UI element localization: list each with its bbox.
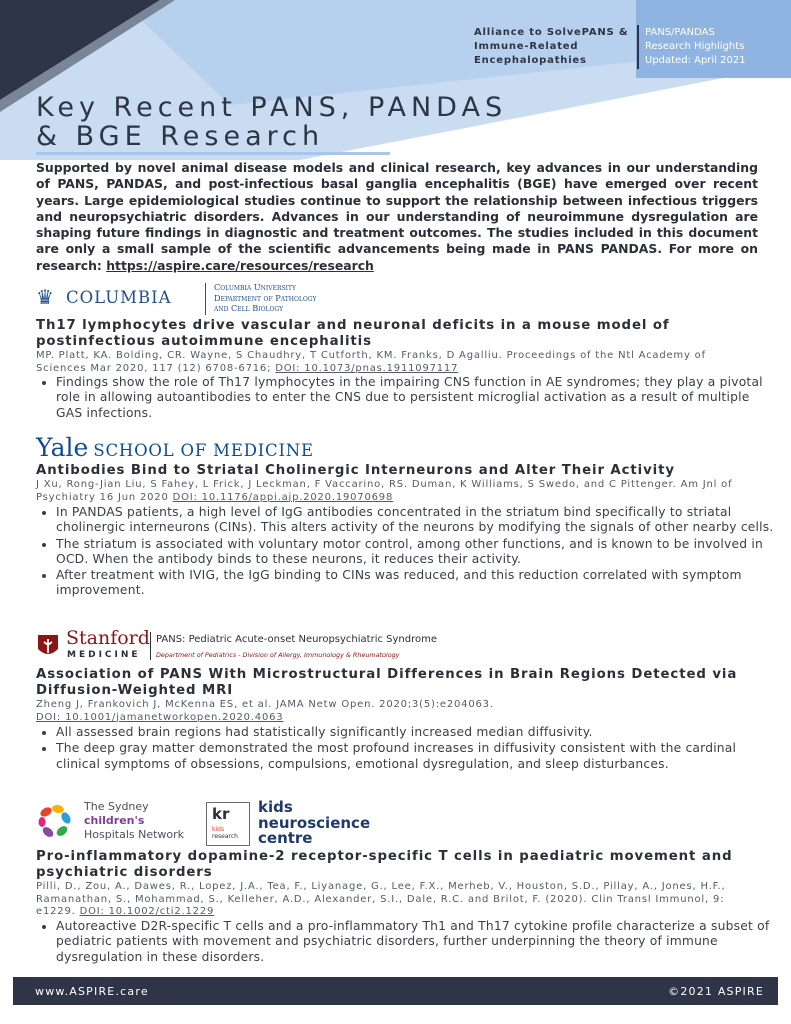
dept-line: Columbia University (214, 282, 296, 292)
logo-line: neuroscience (258, 813, 371, 832)
logo-line: children's (84, 814, 145, 827)
sydney-childrens-logo (36, 800, 196, 846)
title-line: & BGE Research (36, 121, 325, 152)
citation-text: MP. Platt, KA. Bolding, CR. Wayne, S Chaudhry, T Cutforth, KM. Franks, D Agalliu. Proceedings of the Ntl Academy of Sciences Mar 2020, 117 (12) 6708-6716; (36, 350, 706, 374)
article-3-citation (36, 699, 756, 724)
citation-text: Zheng J, Frankovich J, McKenna ES, et al. JAMA Netw Open. 2020;3(5):e204063. (36, 699, 494, 710)
logo-divider (150, 632, 151, 660)
doi-link[interactable]: DOI: 10.1176/appi.ajp.2020.19070698 (172, 491, 394, 503)
stanford-department: Department of Pediatrics - Division of Allergy, Immunology & Rheumatology (156, 651, 400, 659)
logo-divider (205, 283, 206, 315)
article-2-findings (36, 505, 776, 600)
article-2-title: Antibodies Bind to Striatal Cholinergic Interneurons and Alter Their Activity (36, 463, 675, 478)
org-line: Encephalopathies (474, 55, 587, 66)
kids-research-badge (206, 802, 250, 846)
title-underline (36, 152, 390, 155)
finding-item: • The striatum is associated with voluntary motor control, among other functions, and is known to be involved in OCD. When the antibody binds to these neurons, it reduces their activity. (56, 537, 776, 568)
badge-letters: kr (212, 805, 230, 823)
columbia-logo (36, 283, 356, 317)
title-line: Key Recent PANS, PANDAS (36, 92, 508, 123)
article-3-title: Association of PANS With Microstructural Differences in Brain Regions Detected via Diffusion-Weighted MRI (36, 667, 738, 698)
website-link[interactable]: www.ASPIRE.care (35, 985, 149, 998)
stanford-wordmark: Stanford (66, 627, 150, 649)
doi-link[interactable]: DOI: 10.1002/cti2.1229 (79, 906, 215, 917)
logo-line: centre (258, 829, 313, 847)
intro-paragraph (36, 160, 758, 274)
finding-item: • In PANDAS patients, a high level of IgG antibodies concentrated in the striatum bind specifically to striatal cholinergic interneurons (CINs). This alters activity of the neurons by modifying the signals of other nearby cells. (56, 505, 776, 536)
sydney-network-name (84, 800, 184, 842)
logo-line: kids (258, 798, 293, 816)
meta-line: Research Highlights (645, 41, 745, 52)
article-1-findings (36, 375, 776, 422)
finding-item: • Autoreactive D2R-specific T cells and a pro-inflammatory Th1 and Th17 cytokine profile characterize a subset of pediatric patients with movement and psychiatric disorders, further underpinning the theory of immune dysregulation in these disorders. (56, 919, 776, 965)
logo-line: The Sydney (84, 800, 149, 813)
article-4-title: Pro-inflammatory dopamine-2 receptor-specific T cells in paediatric movement and psychiatric disorders (36, 849, 733, 880)
article-2-citation (36, 479, 756, 504)
badge-caption-1: kids (212, 826, 225, 833)
yale-school-name: SCHOOL OF MEDICINE (93, 441, 314, 460)
stanford-logo (36, 627, 476, 663)
petal-flower-icon (36, 802, 76, 842)
columbia-wordmark: COLUMBIA (66, 288, 172, 307)
kids-centre-name (258, 800, 370, 847)
article-3-findings (36, 725, 776, 773)
header-divider (637, 25, 639, 69)
finding-item: • All assessed brain regions had statistically significantly increased median diffusivity. (56, 725, 776, 740)
yale-wordmark: Yale (36, 433, 89, 462)
logo-line: Hospitals Network (84, 828, 185, 841)
meta-line: PANS/PANDAS (645, 27, 715, 38)
article-4-findings (36, 919, 776, 966)
dept-line: and Cell Biology (214, 303, 284, 313)
finding-item: • The deep gray matter demonstrated the most profound increases in diffusivity consistent with the cardinal clinical symptoms of obsessions, compulsions, emotional dysregulation, and sleep disturbances. (56, 741, 776, 772)
page-footer (13, 977, 778, 1005)
document-meta (645, 26, 785, 68)
intro-text: Supported by novel animal disease models and clinical research, key advances in our understanding of PANS, PANDAS, and post-infectious basal ganglia encephalitis (BGE) have emerged over recent years. Large epidemiological studies continue to support the relationship between infectious triggers and neuropsychiatric disorders. Advances in our understanding of neuroimmune dysregulation are shaping future findings in diagnostic and treatment outcomes. The studies included in this document are only a small sample of the scientific advancements being made in PANS PANDAS. For more on research: (36, 160, 758, 273)
organization-name (474, 26, 634, 68)
stanford-program-name: PANS: Pediatric Acute-onset Neuropsychiatric Syndrome (156, 634, 438, 645)
finding-item: • Findings show the role of Th17 lymphocytes in the impairing CNS function in AE syndromes; they play a pivotal role in allowing autoantibodies to enter the CNS due to persistent microglial activation as a result of multiple GAS infections. (56, 375, 776, 421)
crown-icon: ♛ (36, 285, 54, 309)
stanford-tree-icon (36, 633, 60, 659)
article-4-citation (36, 881, 756, 919)
stanford-medicine-label: MEDICINE (67, 650, 141, 660)
citation-text: Pilli, D., Zou, A., Dawes, R., Lopez, J.A., Tea, F., Liyanage, G., Lee, F.X., Merheb, V., Houston, S.D., Pillay, A., Jones, H.F., Ramanathan, S., Mohammad, S., Kelleher, A.D., Alexander, S.I., Dale, R.C. and Brilot, F. (2020). Clin Transl Immunol, 9: e1229. (36, 881, 726, 917)
copyright-notice: ©2021 ASPIRE (668, 985, 764, 998)
citation-text: J Xu, Rong-Jian Liu, S Fahey, L Frick, J Leckman, F Vaccarino, RS. Duman, K Williams, S Swedo, and C Pittenger. Am Jnl of Psychiatry 16 Jun 2020 (36, 479, 733, 503)
badge-caption-2: research (212, 833, 238, 840)
page-title (36, 93, 596, 151)
org-line: Immune-Related (474, 41, 579, 52)
yale-logo (36, 433, 356, 463)
article-1-citation (36, 350, 756, 375)
columbia-department (214, 282, 316, 314)
article-1-title: Th17 lymphocytes drive vascular and neuronal deficits in a mouse model of postinfectious autoimmune encephalitis (36, 318, 670, 349)
doi-link[interactable]: DOI: 10.1001/jamanetworkopen.2020.4063 (36, 711, 284, 723)
kids-neuroscience-logo (206, 798, 376, 848)
dept-line: Department of Pathology (214, 292, 317, 303)
meta-line: Updated: April 2021 (645, 55, 746, 66)
finding-item: • After treatment with IVIG, the IgG binding to CINs was reduced, and this reduction correlated with symptom improvement. (56, 568, 776, 599)
research-link[interactable]: https://aspire.care/resources/research (106, 257, 374, 273)
doi-link[interactable]: DOI: 10.1073/pnas.1911097117 (275, 362, 459, 374)
org-line: Alliance to SolvePANS & (474, 27, 629, 38)
